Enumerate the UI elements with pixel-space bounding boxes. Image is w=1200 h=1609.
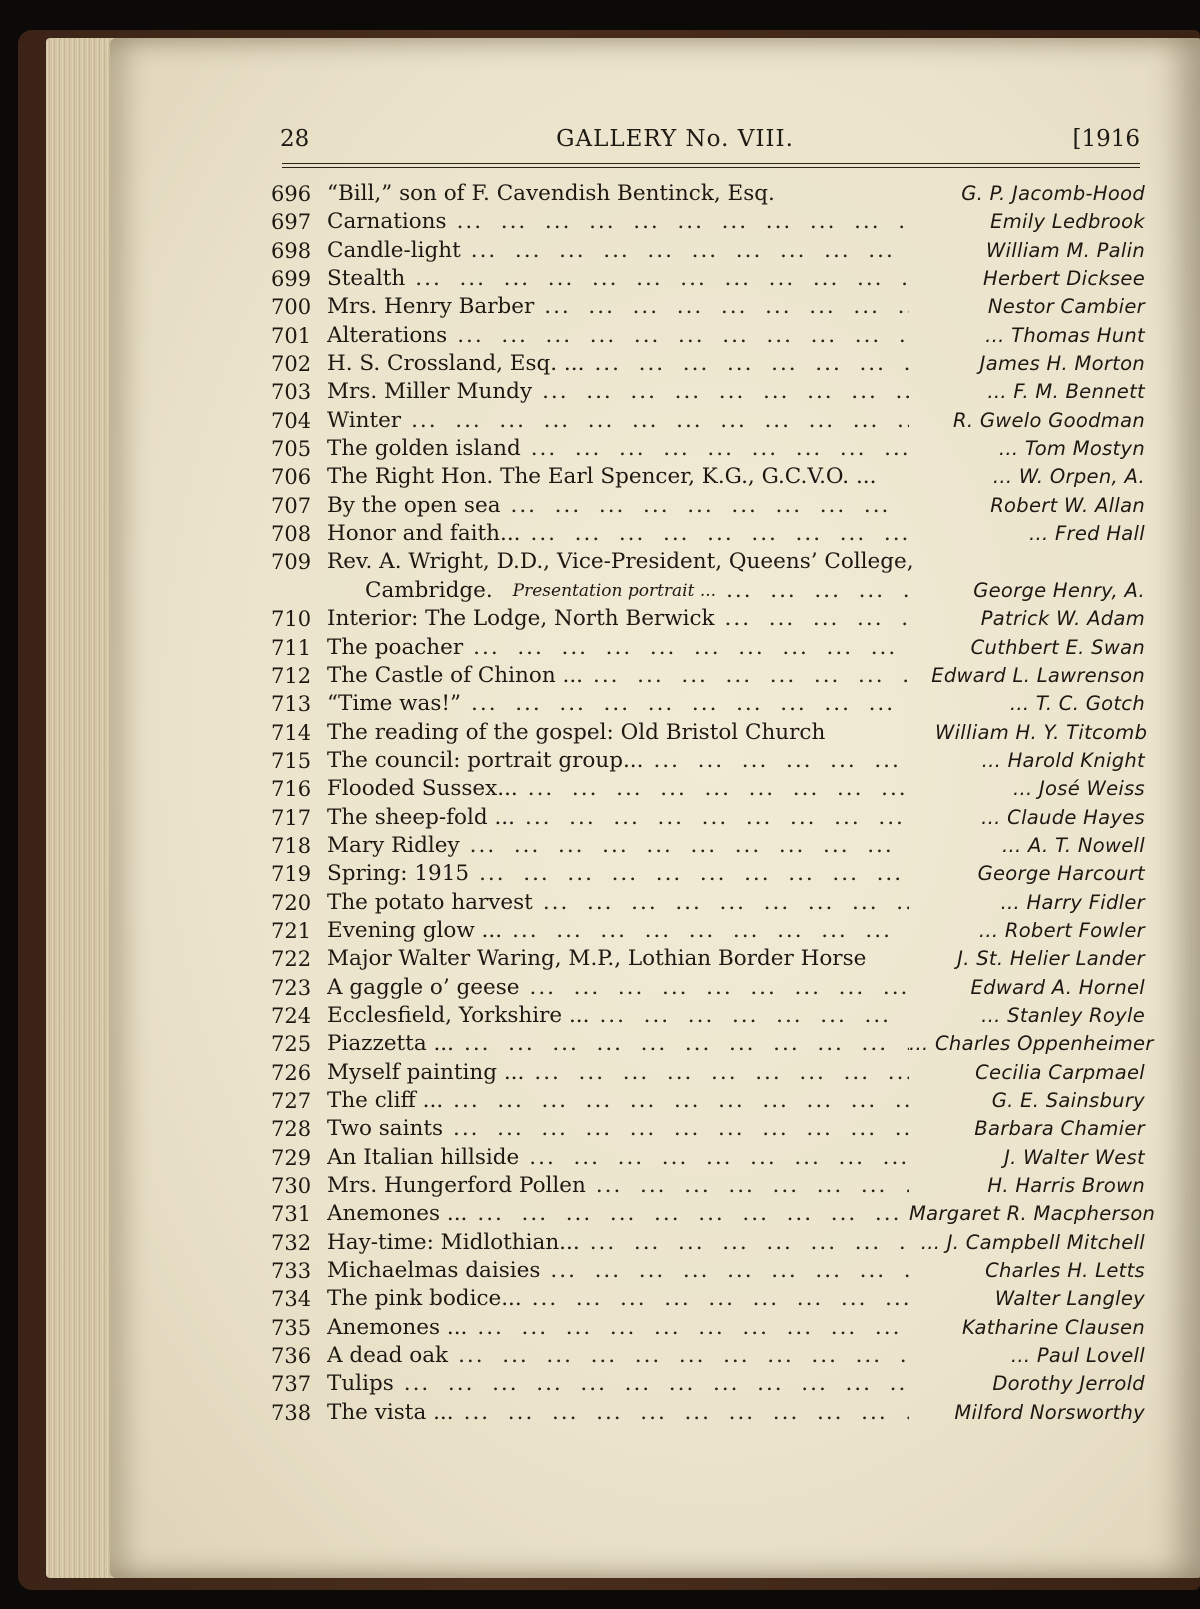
- catalogue-entry: [265, 747, 1145, 775]
- entry-number: 734: [271, 1287, 312, 1312]
- entry-title-cell: [327, 1399, 909, 1427]
- entry-title: Mrs. Henry Barber: [327, 294, 535, 320]
- entry-title: Rev. A. Wright, D.D., Vice-President, Queens’ College,: [327, 549, 914, 575]
- entry-title: H. S. Crossland, Esq. ...: [327, 351, 585, 377]
- entry-artist: ... Harold Knight: [981, 748, 1145, 772]
- entry-number: 737: [271, 1372, 312, 1397]
- catalogue-entry: [265, 1285, 1145, 1313]
- dot-leader: [460, 832, 909, 860]
- entry-title-cell: [327, 1229, 909, 1257]
- entry-number: 724: [271, 1003, 312, 1028]
- catalogue-entry: [265, 832, 1145, 860]
- year-label: [1916: [1072, 126, 1140, 152]
- entry-number: 715: [271, 748, 312, 773]
- catalogue-entry: [265, 322, 1145, 350]
- catalogue-entry: [265, 1342, 1145, 1370]
- entry-title-cell: [327, 1314, 909, 1342]
- entry-number: 726: [271, 1060, 312, 1085]
- entry-title-cell: [327, 265, 909, 293]
- catalogue-entry: [265, 860, 1145, 888]
- entry-number: 720: [271, 890, 312, 915]
- dot-leader: [532, 378, 909, 406]
- catalogue-entry: [265, 889, 1145, 917]
- dot-leader: [534, 293, 909, 321]
- entry-title-cell: [327, 180, 935, 208]
- catalogue-entry: [265, 690, 1145, 718]
- catalogue-entries: [265, 180, 1156, 1427]
- catalogue-entry: [265, 548, 1145, 576]
- entry-artist: ... Claude Hayes: [981, 805, 1145, 829]
- catalogue-entry: [265, 435, 1145, 463]
- dot-leader: [394, 1370, 909, 1398]
- dot-leader: [501, 492, 909, 520]
- entry-title-cell: [327, 662, 909, 690]
- entry-number: 728: [271, 1117, 312, 1142]
- entry-title-cell: [327, 378, 909, 406]
- entry-artist: Edward A. Hornel: [970, 975, 1145, 999]
- entry-number: 725: [271, 1032, 312, 1057]
- entry-artist: R. Gwelo Goodman: [952, 408, 1145, 432]
- dot-leader: [519, 974, 909, 1002]
- entry-title: Interior: The Lodge, North Berwick: [327, 606, 715, 632]
- entry-title-cell: [327, 1059, 909, 1087]
- entry-title: Flooded Sussex...: [327, 776, 518, 802]
- catalogue-entry: [265, 1200, 1156, 1228]
- entry-artist: Edward L. Lawrenson: [931, 663, 1145, 687]
- entry-title-cell: [327, 1115, 909, 1143]
- entry-note: Presentation portrait ...: [512, 580, 717, 601]
- dot-leader: [447, 322, 909, 350]
- entry-number: 703: [271, 380, 312, 405]
- dot-leader: [586, 1172, 909, 1200]
- dot-leader: [461, 237, 909, 265]
- entry-title-cell: [327, 435, 909, 463]
- entry-title-cell: [327, 690, 909, 718]
- dot-leader: [405, 265, 909, 293]
- catalogue-entry: [265, 492, 1145, 520]
- entry-number: 729: [271, 1145, 312, 1170]
- entry-artist: ... J. Campbell Mitchell: [920, 1230, 1145, 1254]
- catalogue-entry: [265, 917, 1145, 945]
- entry-title-cell: [327, 1144, 909, 1172]
- entry-title-cell: [327, 945, 935, 973]
- catalogue-entry: [265, 974, 1145, 1002]
- entry-title-cell: [327, 407, 909, 435]
- entry-title-cell: [327, 889, 909, 917]
- entry-title-cell: [327, 1370, 909, 1398]
- entry-title: Michaelmas daisies: [327, 1258, 541, 1284]
- header-rule: [282, 163, 1140, 164]
- entry-title: Mrs. Miller Mundy: [327, 379, 533, 405]
- entry-artist: ... Fred Hall: [1029, 522, 1145, 546]
- entry-number: 713: [271, 692, 312, 717]
- entry-artist: James H. Morton: [979, 352, 1145, 376]
- entry-artist: ... Stanley Royle: [981, 1003, 1145, 1027]
- catalogue-entry: [265, 208, 1145, 236]
- dot-leader: [643, 747, 909, 775]
- catalogue-entry: [265, 804, 1145, 832]
- entry-title-cell: [365, 577, 909, 605]
- entry-number: 733: [271, 1259, 312, 1284]
- entry-artist: Walter Langley: [994, 1287, 1145, 1311]
- dot-leader: [519, 1144, 909, 1172]
- catalogue-entry: [265, 520, 1145, 548]
- entry-title: Hay-time: Midlothian...: [327, 1229, 580, 1255]
- dot-leader: [521, 520, 910, 548]
- entry-title-cell: [327, 1257, 909, 1285]
- entry-number: 718: [271, 833, 312, 858]
- entry-artist: Patrick W. Adam: [980, 607, 1145, 631]
- entry-artist: ... A. T. Nowell: [1002, 833, 1145, 857]
- entry-artist: Milford Norsworthy: [954, 1400, 1145, 1424]
- entry-title: Myself painting ...: [327, 1059, 525, 1085]
- entry-title: Ecclesfield, Yorkshire ...: [327, 1002, 590, 1028]
- entry-title: Cambridge.: [365, 577, 493, 603]
- entry-artist: G. E. Sainsbury: [991, 1089, 1145, 1112]
- entry-number: 702: [271, 352, 312, 377]
- entry-number: 708: [271, 522, 312, 547]
- entry-title: Alterations: [327, 322, 448, 348]
- entry-title: The potato harvest: [327, 889, 533, 915]
- entry-title: An Italian hillside: [327, 1144, 520, 1170]
- catalogue-entry: [265, 577, 1145, 605]
- entry-title: The Right Hon. The Earl Spencer, K.G., G.C.V.O. ...: [327, 464, 877, 490]
- entry-artist: Nestor Cambier: [987, 295, 1145, 319]
- page-number: 28: [280, 126, 310, 152]
- catalogue-entry: [265, 1030, 1154, 1058]
- entry-title-cell: [327, 719, 935, 747]
- dot-leader: [467, 1314, 909, 1342]
- entry-title: Mrs. Hungerford Pollen: [327, 1173, 586, 1199]
- header-rule-thin: [282, 167, 1140, 168]
- entry-title-cell: [327, 747, 909, 775]
- dot-leader: [461, 690, 909, 718]
- running-head: [280, 122, 1140, 158]
- dot-leader: [716, 577, 909, 605]
- entry-title: Evening glow ...: [327, 917, 503, 943]
- catalogue-entry: [265, 1144, 1145, 1172]
- entry-artist: ... T. C. Gotch: [1009, 692, 1145, 716]
- entry-artist: ... Charles Oppenheimer: [909, 1032, 1154, 1056]
- entry-artist: Cecilia Carpmael: [975, 1060, 1145, 1084]
- catalogue-entry: [265, 265, 1145, 293]
- entry-title: Candle-light: [327, 237, 461, 263]
- entry-title: Two saints: [327, 1116, 444, 1142]
- entry-artist: Herbert Dicksee: [982, 267, 1145, 291]
- entry-artist: ... W. Orpen, A.: [992, 465, 1145, 489]
- dot-leader: [502, 917, 909, 945]
- catalogue-entry: [265, 1399, 1145, 1427]
- entry-number: 732: [271, 1230, 312, 1255]
- entry-artist: Emily Ledbrook: [990, 210, 1145, 234]
- entry-artist: ... Harry Fidler: [1000, 890, 1145, 914]
- entry-title: The reading of the gospel: Old Bristol Church: [327, 719, 826, 745]
- catalogue-entry: [265, 463, 1145, 491]
- catalogue-entry: [265, 1229, 1145, 1257]
- entry-title-cell: [327, 548, 935, 576]
- dot-leader: [443, 1115, 909, 1143]
- dot-leader: [540, 1257, 909, 1285]
- catalogue-entry: [265, 1172, 1145, 1200]
- dot-leader: [515, 804, 909, 832]
- entry-number: 701: [271, 323, 312, 348]
- entry-title-cell: [327, 1200, 909, 1228]
- entry-title: A gaggle o’ geese: [327, 974, 520, 1000]
- catalogue-entry: [265, 1370, 1145, 1398]
- entry-number: 699: [271, 267, 312, 292]
- entry-number: 697: [271, 210, 312, 235]
- entry-title-cell: [327, 237, 909, 265]
- entry-artist: ... Paul Lovell: [1010, 1344, 1145, 1368]
- entry-artist: ... Thomas Hunt: [985, 323, 1145, 347]
- entry-title: The council: portrait group...: [327, 747, 644, 773]
- entry-title: Mary Ridley: [327, 832, 460, 858]
- dot-leader: [443, 1087, 909, 1115]
- entry-number: 709: [271, 550, 312, 575]
- entry-title-cell: [327, 832, 909, 860]
- entry-artist: ... José Weiss: [1012, 777, 1145, 801]
- dot-leader: [401, 407, 909, 435]
- entry-number: 705: [271, 437, 312, 462]
- dot-leader: [524, 1059, 909, 1087]
- catalogue-entry: [265, 407, 1145, 435]
- entry-artist: Barbara Chamier: [974, 1117, 1145, 1141]
- dot-leader: [469, 860, 909, 888]
- entry-number: 719: [271, 862, 312, 887]
- entry-title: The sheep-fold ...: [327, 804, 515, 830]
- entry-number: 698: [271, 238, 312, 263]
- dot-leader: [518, 775, 909, 803]
- entry-title: The poacher: [327, 634, 464, 660]
- entry-title-cell: [327, 917, 909, 945]
- entry-title-cell: [327, 775, 909, 803]
- entry-title-cell: [327, 1087, 909, 1115]
- entry-title: The golden island: [327, 436, 521, 462]
- catalogue-entry: [265, 1314, 1145, 1342]
- entry-title: Carnations: [327, 209, 447, 235]
- entry-number: 707: [271, 493, 312, 518]
- entry-number: 700: [271, 295, 312, 320]
- entry-number: 712: [271, 663, 312, 688]
- entry-artist: William M. Palin: [985, 238, 1145, 262]
- entry-title-cell: [327, 322, 909, 350]
- entry-title: The vista ...: [327, 1399, 454, 1425]
- entry-title: The pink bodice...: [327, 1286, 522, 1312]
- catalogue-entry: [265, 350, 1145, 378]
- entry-number: 717: [271, 805, 312, 830]
- entry-artist: George Henry, A.: [973, 578, 1145, 602]
- entry-title-cell: [327, 1172, 909, 1200]
- entry-title: Spring: 1915: [327, 861, 470, 887]
- entry-artist: William H. Y. Titcomb: [935, 720, 1148, 744]
- entry-artist: ... Robert Fowler: [978, 918, 1145, 942]
- entry-number: 704: [271, 408, 312, 433]
- entry-number: 722: [271, 947, 312, 972]
- entry-title: Piazzetta ...: [327, 1031, 454, 1057]
- entry-number: 731: [271, 1202, 312, 1227]
- dot-leader: [580, 1229, 909, 1257]
- entry-title-cell: [327, 804, 909, 832]
- catalogue-entry: [265, 1059, 1145, 1087]
- catalogue-entry: [265, 1257, 1145, 1285]
- entry-title: The cliff ...: [327, 1088, 444, 1113]
- entry-title-cell: [327, 974, 909, 1002]
- entry-number: 730: [271, 1174, 312, 1199]
- entry-title-cell: [327, 1002, 909, 1030]
- entry-title-cell: [327, 520, 909, 548]
- catalogue-entry: [265, 605, 1145, 633]
- dot-leader: [463, 634, 909, 662]
- dot-leader: [584, 350, 909, 378]
- dot-leader: [533, 889, 909, 917]
- entry-title: “Time was!”: [327, 691, 462, 717]
- entry-title: Winter: [327, 407, 402, 433]
- entry-title-cell: [327, 463, 935, 491]
- entry-title-cell: [327, 605, 909, 633]
- catalogue-entry: [265, 378, 1145, 406]
- dot-leader: [454, 1030, 909, 1058]
- entry-title: Stealth: [327, 266, 406, 292]
- entry-number: 714: [271, 720, 312, 745]
- entry-number: 736: [271, 1344, 312, 1369]
- entry-artist: G. P. Jacomb-Hood: [961, 182, 1145, 205]
- entry-title: “Bill,” son of F. Cavendish Bentinck, Esq.: [327, 181, 775, 206]
- entry-title: By the open sea: [327, 492, 501, 518]
- entry-title: Anemones ...: [327, 1314, 468, 1340]
- dot-leader: [467, 1200, 909, 1228]
- entry-artist: J. St. Helier Lander: [957, 947, 1145, 971]
- entry-title-cell: [327, 350, 909, 378]
- entry-title-cell: [327, 1285, 909, 1313]
- entry-title: A dead oak: [327, 1343, 449, 1369]
- entry-number: 723: [271, 975, 312, 1000]
- catalogue-entry: [265, 634, 1145, 662]
- catalogue-entry: [265, 1087, 1145, 1115]
- entry-title-cell: [327, 293, 909, 321]
- entry-title: Major Walter Waring, M.P., Lothian Border Horse: [327, 946, 867, 972]
- dot-leader: [448, 1342, 909, 1370]
- entry-number: 721: [271, 918, 312, 943]
- catalogue-entry: [265, 180, 1145, 208]
- entry-artist: Katharine Clausen: [962, 1315, 1145, 1339]
- gallery-title: GALLERY No. VIII.: [556, 126, 794, 152]
- entry-number: 716: [271, 777, 312, 802]
- entry-number: 727: [271, 1089, 312, 1113]
- entry-artist: ... Tom Mostyn: [998, 437, 1145, 461]
- entry-artist: Margaret R. Macpherson: [909, 1202, 1156, 1226]
- catalogue-entry: [265, 775, 1145, 803]
- entry-title-cell: [327, 492, 909, 520]
- entry-number: 710: [271, 607, 312, 632]
- entry-number: 738: [271, 1400, 312, 1425]
- dot-leader: [589, 1002, 909, 1030]
- entry-title: Anemones ...: [327, 1201, 468, 1227]
- entry-artist: Robert W. Allan: [990, 493, 1145, 517]
- entry-number: 735: [271, 1315, 312, 1340]
- entry-artist: Cuthbert E. Swan: [970, 635, 1145, 659]
- entry-title: Tulips: [327, 1371, 394, 1397]
- entry-title-cell: [327, 1342, 909, 1370]
- entry-artist: J. Walter West: [1004, 1145, 1145, 1169]
- catalogue-entry: [265, 293, 1145, 321]
- entry-number: 696: [271, 182, 312, 206]
- entry-artist: Dorothy Jerrold: [992, 1372, 1145, 1396]
- entry-artist: ... F. M. Bennett: [987, 380, 1145, 404]
- dot-leader: [447, 208, 909, 236]
- catalogue-entry: [265, 945, 1145, 973]
- entry-artist: H. Harris Brown: [987, 1174, 1145, 1198]
- entry-number: 711: [271, 635, 312, 660]
- catalogue-entry: [265, 237, 1145, 265]
- entry-title-cell: [327, 208, 909, 236]
- dot-leader: [522, 1285, 909, 1313]
- entry-artist: Charles H. Letts: [985, 1259, 1145, 1283]
- dot-leader: [521, 435, 909, 463]
- entry-number: 706: [271, 465, 312, 490]
- dot-leader: [583, 662, 909, 690]
- catalogue-entry: [265, 719, 1148, 747]
- catalogue-entry: [265, 1115, 1145, 1143]
- entry-artist: George Harcourt: [977, 862, 1145, 886]
- catalogue-entry: [265, 1002, 1145, 1030]
- entry-title: Honor and faith...: [327, 521, 521, 547]
- catalogue-entry: [265, 662, 1145, 690]
- entry-title-cell: [327, 860, 909, 888]
- dot-leader: [454, 1399, 909, 1427]
- entry-title-cell: [327, 634, 909, 662]
- entry-title-cell: [327, 1030, 909, 1058]
- dot-leader: [715, 605, 909, 633]
- entry-title: The Castle of Chinon ...: [327, 662, 584, 688]
